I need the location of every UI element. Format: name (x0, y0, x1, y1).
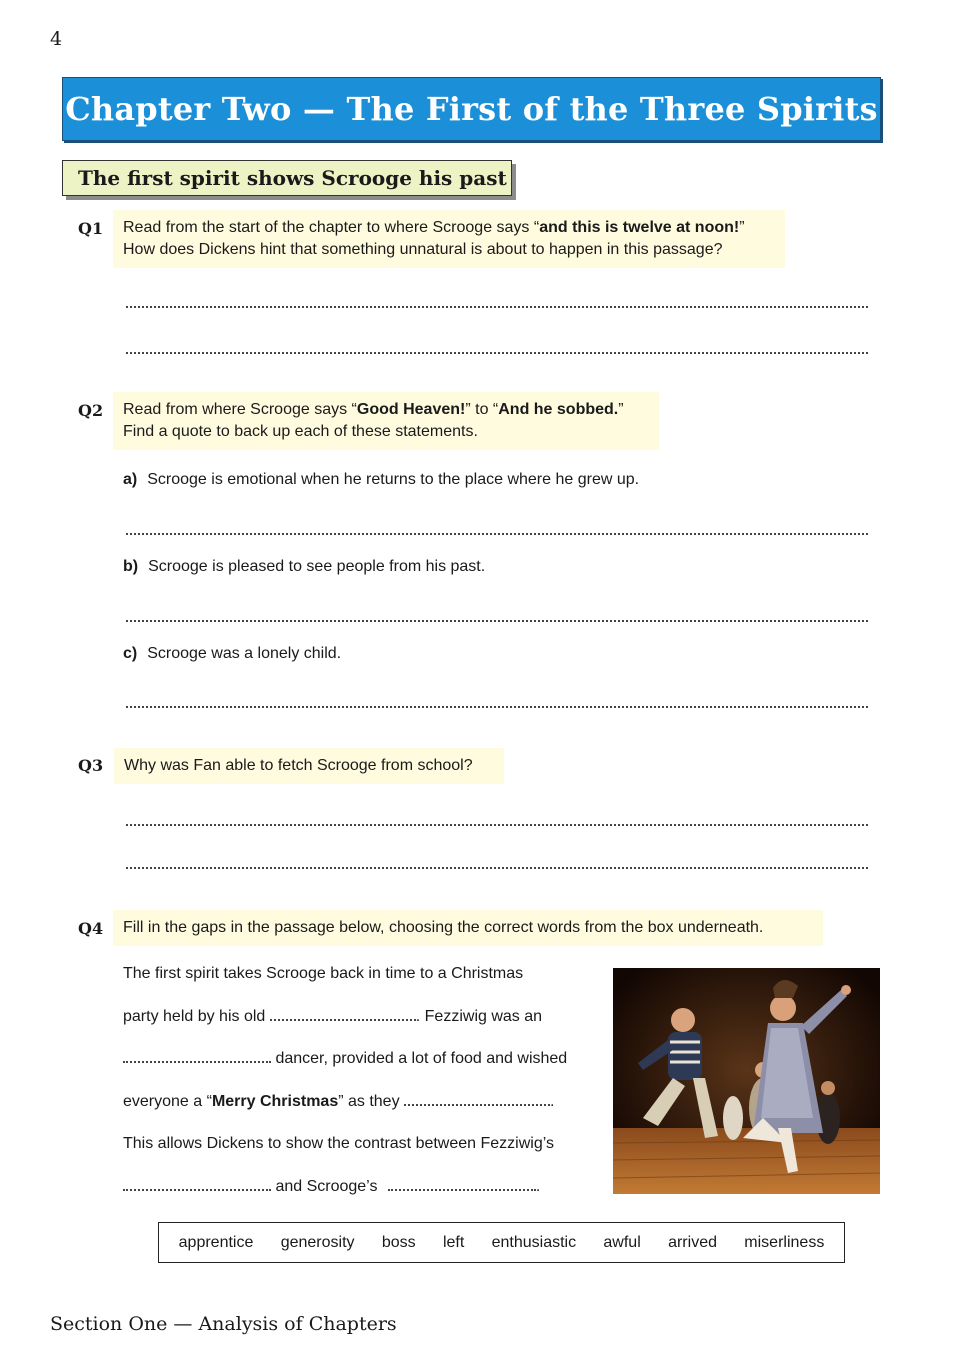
word-bank-item: apprentice (178, 1233, 254, 1251)
word-bank-item: generosity (280, 1233, 355, 1251)
q1-line2: How does Dickens hint that something unnatural is about to happen in this passage? (123, 241, 723, 258)
passage-line: dancer, provided a lot of food and wished (123, 1050, 567, 1068)
q2-prompt (113, 392, 659, 450)
section-heading-text: The first spirit shows Scrooge his past (78, 166, 507, 190)
q2-part-a: a) Scrooge is emotional when he returns to the place where he grew up. (123, 471, 640, 488)
stage-dance-photo (613, 968, 880, 1194)
passage-line: The first spirit takes Scrooge back in time to a Christmas (123, 965, 524, 982)
word-bank-item: awful (603, 1233, 641, 1251)
q2-line1: Read from where Scrooge says “Good Heaven!” to “And he sobbed.” (123, 401, 624, 418)
chapter-banner (62, 77, 881, 141)
page-number: 4 (50, 28, 63, 50)
passage-line: and Scrooge’s . (123, 1178, 540, 1196)
passage-line: This allows Dickens to show the contrast between Fezziwig’s (123, 1135, 554, 1152)
word-bank (158, 1222, 845, 1263)
gap-blank[interactable] (123, 1179, 271, 1191)
q3-label: Q3 (78, 756, 104, 775)
q4-prompt: Fill in the gaps in the passage below, choosing the correct words from the box underneath. (113, 910, 823, 946)
answer-line[interactable] (126, 352, 868, 354)
gap-blank[interactable] (388, 1179, 536, 1191)
chapter-title: Chapter Two — The First of the Three Spirits (65, 90, 878, 128)
section-heading (62, 160, 512, 196)
q1-prompt (113, 210, 785, 268)
answer-line[interactable] (126, 533, 868, 535)
answer-line[interactable] (126, 867, 868, 869)
answer-line[interactable] (126, 620, 868, 622)
word-bank-item: left (442, 1233, 465, 1251)
q2-line2: Find a quote to back up each of these statements. (123, 423, 478, 440)
q3-prompt: Why was Fan able to fetch Scrooge from school? (114, 748, 504, 784)
q2-part-c: c) Scrooge was a lonely child. (123, 645, 342, 662)
gap-blank[interactable] (404, 1094, 550, 1106)
q2-part-b: b) Scrooge is pleased to see people from his past. (123, 558, 486, 575)
word-bank-item: boss (381, 1233, 416, 1251)
gap-blank[interactable] (123, 1051, 271, 1063)
answer-line[interactable] (126, 706, 868, 708)
answer-line[interactable] (126, 824, 868, 826)
answer-line[interactable] (126, 306, 868, 308)
word-bank-item: arrived (668, 1233, 717, 1251)
word-bank-item: enthusiastic (491, 1233, 577, 1251)
gap-blank[interactable] (270, 1009, 416, 1021)
q2-label: Q2 (78, 401, 104, 420)
word-bank-item: miserliness (744, 1233, 825, 1251)
footer-section-title: Section One — Analysis of Chapters (50, 1313, 397, 1335)
passage-line: party held by his old . Fezziwig was an (123, 1008, 543, 1025)
q1-line1: Read from the start of the chapter to where Scrooge says “and this is twelve at noon!” (123, 219, 745, 236)
passage-line: everyone a “Merry Christmas” as they . (123, 1093, 555, 1110)
q1-label: Q1 (78, 219, 104, 238)
q4-label: Q4 (78, 919, 104, 938)
